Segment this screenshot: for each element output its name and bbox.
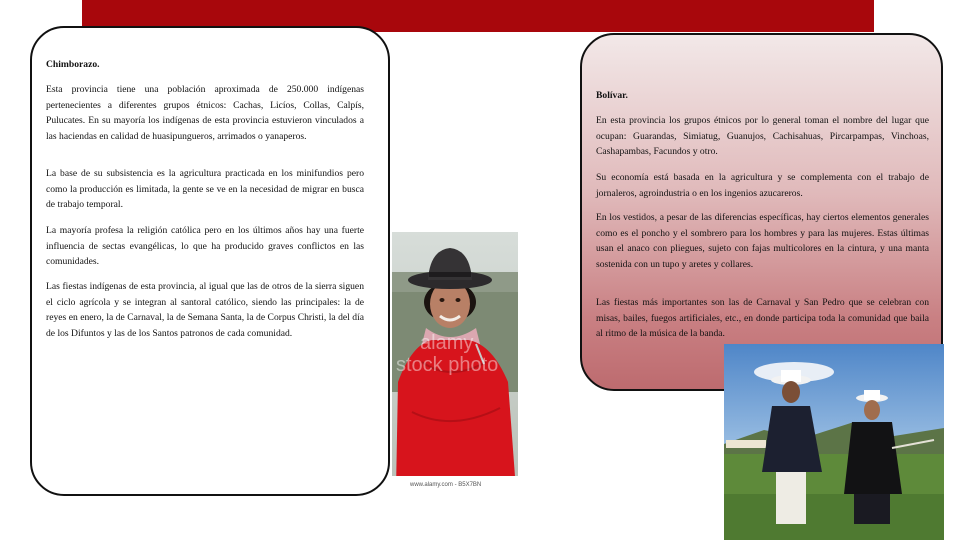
bolivar-paragraph-4: Las fiestas más importantes son las de Carnaval y San Pedro que se celebran con misas, bailes, fuegos artificiales, etc., en donde participa toda la comunidad que baila al ritmo de la música de la banda. xyxy=(596,297,929,340)
couple-illustration xyxy=(724,344,944,540)
chimborazo-paragraph-3: La mayoría profesa la religión católica pero en los últimos años hay una fuerte influencia de sectas evangélicas, lo que ha producido graves conflictos en las comunidades. xyxy=(46,225,364,268)
girl-in-red-poncho-photo xyxy=(392,232,518,490)
indigenous-couple-photo xyxy=(724,344,944,540)
bolivar-paragraph-1: En esta provincia los grupos étnicos por lo general toman el nombre del lugar que ocupan: Guarandas, Simiatug, Guanujos, Cachisahuas, Pircarpampas, Vinchoas, Cashapambas, Facundos y otro. xyxy=(596,115,929,158)
chimborazo-paragraph-2: La base de su subsistencia es la agricultura practicada en los minifundios pero como la producción es limitada, la gente se ve en la necesidad de migrar en busca de trabajo temporal. xyxy=(46,168,364,211)
chimborazo-card xyxy=(30,26,390,496)
bolivar-paragraph-3: En los vestidos, a pesar de las diferencias específicas, hay ciertos elementos generales como es el poncho y el sombrero para los hombres y para las mujeres. Estas últimas usan el anaco con pliegues, sujeto con fajas multicolores en la cintura, y una manta sostenida con un tupo y aretes y collares. xyxy=(596,212,929,270)
bolivar-paragraph-2: Su economía está basada en la agricultura y se complementa con el trabajo de jornaleros, agroindustria o en los ingenios azucareros. xyxy=(596,172,929,199)
chimborazo-paragraph-4: Las fiestas indígenas de esta provincia, al igual que las de otros de la sierra siguen el ciclo agrícola y se integran al santoral católico, siendo las principales: la de reyes en enero, la de Carnaval, la de Semana Santa, la de Corpus Christi, la del día de los Difuntos y las de los Santos patronos de cada comunidad. xyxy=(46,281,364,339)
chimborazo-title: Chimborazo. xyxy=(46,59,100,70)
bolivar-card xyxy=(580,33,943,391)
photo-credit: www.alamy.com - B5X7BN xyxy=(410,482,482,488)
watermark-alamy: alamy xyxy=(420,332,474,354)
bolivar-title: Bolívar. xyxy=(596,90,628,101)
watermark-stock-photo: stock photo xyxy=(396,354,499,376)
chimborazo-paragraph-1: Esta provincia tiene una población aproximada de 250.000 indígenas pertenecientes a diferentes grupos étnicos: Cachas, Licíos, Collas, Calpís, Pulucates. En su mayoría los indígenas de esta provincia estuvieron vinculados a las haciendas en calidad de huasipungueros, arrimados o yanaperos. xyxy=(46,84,364,142)
